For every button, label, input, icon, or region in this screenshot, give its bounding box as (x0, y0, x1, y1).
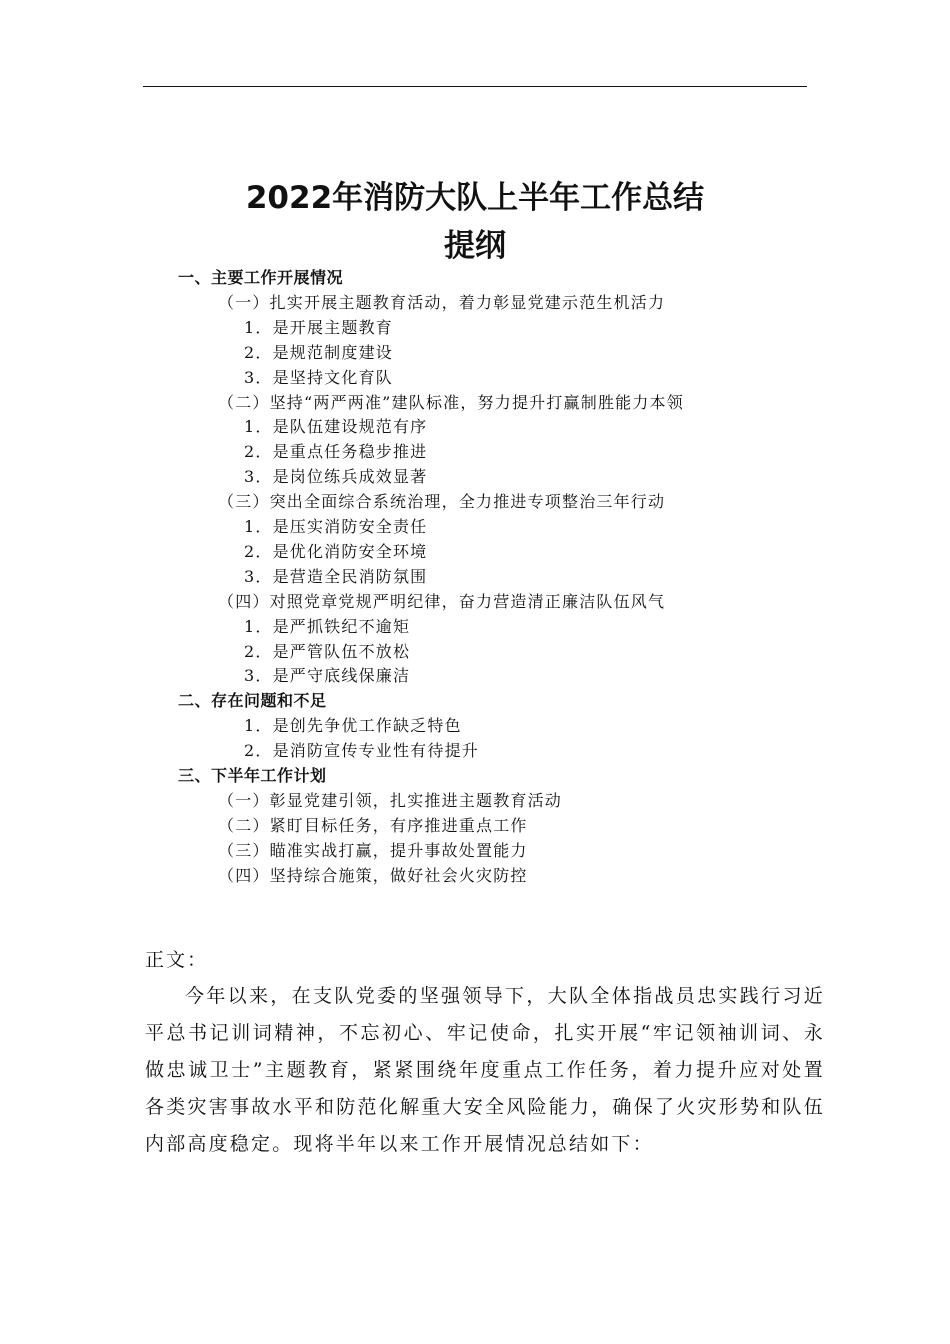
outline-item-level-3: 1．是创先争优工作缺乏特色 (244, 716, 462, 736)
outline-item-level-2: （一）扎实开展主题教育活动，着力彰显党建示范生机活力 (218, 292, 666, 312)
outline-item-level-3: 2．是严管队伍不放松 (244, 641, 411, 661)
outline-item-level-3: 3．是严守底线保廉洁 (244, 666, 411, 686)
header-rule (143, 86, 807, 87)
outline-item-level-3: 3．是坚持文化育队 (244, 367, 393, 387)
outline-item-level-1: 三、下半年工作计划 (178, 766, 327, 785)
body-label: 正文： (145, 949, 209, 971)
outline-item-level-3: 2．是消防宣传专业性有待提升 (244, 741, 479, 761)
outline-item-level-3: 1．是严抓铁纪不逾矩 (244, 616, 411, 636)
outline-item-level-3: 2．是重点任务稳步推进 (244, 442, 428, 462)
outline-item-level-2: （四）对照党章党规严明纪律，奋力营造清正廉洁队伍风气 (218, 591, 666, 611)
outline-item-level-1: 一、主要工作开展情况 (178, 268, 344, 287)
outline-item-level-3: 2．是优化消防安全环境 (244, 541, 428, 561)
outline-item-level-3: 1．是队伍建设规范有序 (244, 417, 428, 437)
outline-item-level-2: （四）坚持综合施策，做好社会火灾防控 (218, 865, 528, 885)
body-paragraph: 今年以来，在支队党委的坚强领导下，大队全体指战员忠实践行习近平总书记训词精神，不忘初心、牢记使命，扎实开展“牢记领袖训词、永做忠诚卫士”主题教育，紧紧围绕年度重点工作任务，着力提升应对处置各类灾害事故水平和防范化解重大安全风险能力，确保了火灾形势和队伍内部高度稳定。现将半年以来工作开展情况总结如下： (145, 985, 825, 1155)
outline-item-level-3: 2．是规范制度建设 (244, 342, 393, 362)
outline-item-level-2: （三）突出全面综合系统治理，全力推进专项整治三年行动 (218, 492, 666, 512)
outline-item-level-2: （二）坚持“两严两准”建队标准，努力提升打赢制胜能力本领 (218, 392, 684, 412)
outline-item-level-3: 1．是开展主题教育 (244, 317, 393, 337)
outline-item-level-1: 二、存在问题和不足 (178, 691, 327, 711)
document-title-subtitle: 提纲 (444, 228, 506, 264)
outline-item-level-3: 3．是营造全民消防氛围 (244, 566, 428, 586)
document-title: 2022年消防大队上半年工作总结 (245, 180, 705, 216)
outline-item-level-3: 3．是岗位练兵成效显著 (244, 467, 428, 487)
outline-item-level-2: （二）紧盯目标任务，有序推进重点工作 (218, 815, 528, 835)
outline-item-level-2: （一）彰显党建引领，扎实推进主题教育活动 (218, 790, 563, 810)
outline-item-level-3: 1．是压实消防安全责任 (244, 517, 428, 536)
outline-item-level-2: （三）瞄准实战打赢，提升事故处置能力 (218, 840, 528, 860)
